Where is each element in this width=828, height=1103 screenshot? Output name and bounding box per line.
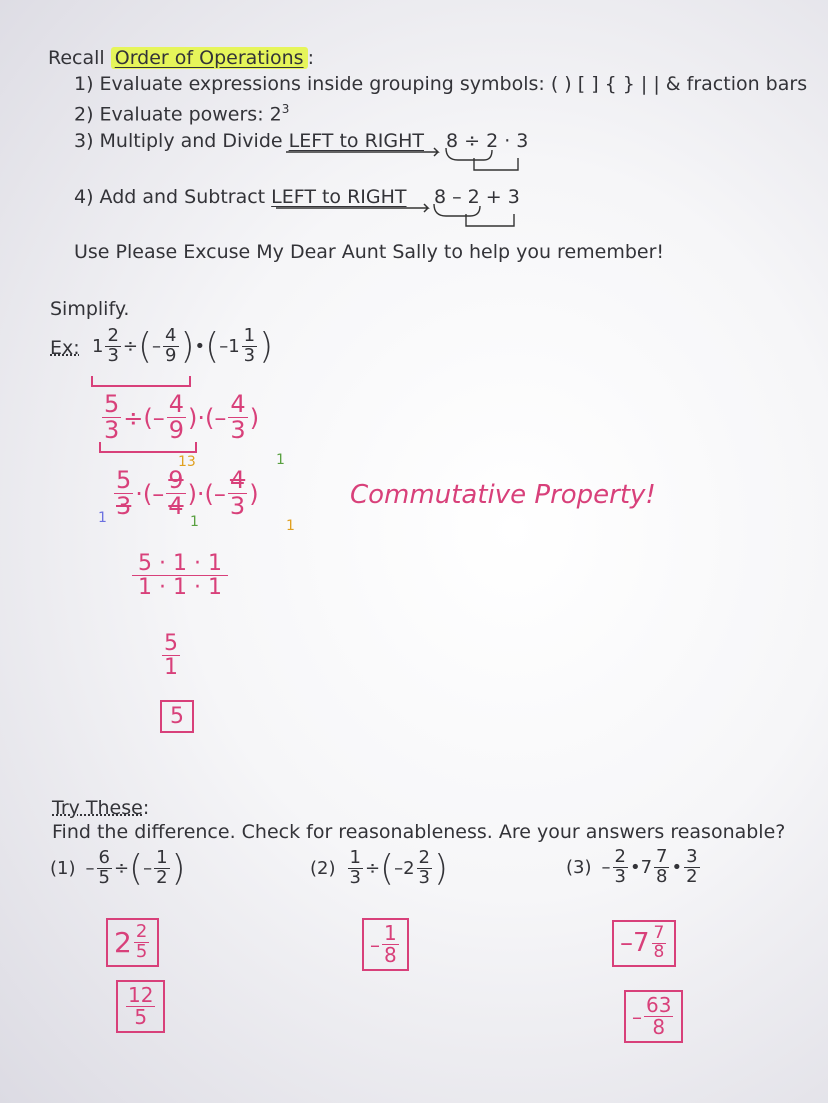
rule-3-bracket-1 — [446, 148, 492, 160]
try-heading-text: Try These — [52, 797, 143, 819]
a3b-frac — [644, 995, 673, 1038]
p3-frac-3-den: 2 — [686, 865, 698, 887]
a1-frac — [134, 923, 149, 962]
rule-3-arrow — [286, 148, 438, 156]
step2-close: ) — [249, 479, 259, 508]
step2-op-2: )·(– — [187, 479, 226, 508]
cancel-mark-bottom-2: 1 — [286, 518, 295, 534]
a1-whole: 2 — [114, 925, 132, 959]
step-2 — [112, 468, 259, 519]
simplify-heading: Simplify. — [50, 298, 130, 320]
p3-frac-1-num: 2 — [614, 846, 626, 867]
answer-1-improper-box — [116, 980, 165, 1033]
a3b-den: 8 — [652, 1015, 666, 1039]
step1-op-2: )·(– — [188, 403, 227, 432]
rule-2-exponent: 3 — [281, 102, 290, 116]
p1-lparen: ( — [129, 848, 144, 889]
try-heading-colon: : — [142, 797, 150, 819]
rule-4-arrow — [276, 204, 428, 212]
ex-neg-mixed: –1 — [219, 336, 240, 357]
answer-3-mixed-box — [612, 920, 676, 967]
rule-4-text: 4) Add and Subtract — [74, 186, 272, 208]
ex-div: ÷ — [122, 336, 138, 357]
a1b-den: 5 — [134, 1005, 148, 1029]
ex-frac-1-den: 3 — [107, 345, 119, 366]
p2-rparen: ) — [434, 848, 449, 889]
step4-frac — [162, 632, 180, 679]
cancel-mark-13 — [178, 454, 196, 470]
cancel-mark-3: 3 — [186, 454, 196, 470]
step1-frac-3-num: 4 — [230, 390, 246, 418]
step2-frac-1-num: 5 — [116, 466, 132, 494]
p3-frac-2-den: 8 — [656, 865, 668, 887]
p2-frac-2-den: 3 — [418, 867, 430, 888]
step1-frac-2 — [167, 392, 186, 443]
p2-div: ÷ — [364, 858, 381, 879]
step2-frac-2 — [166, 468, 185, 519]
rule-3-text: 3) Multiply and Divide — [74, 130, 289, 152]
step3-den: 1 · 1 · 1 — [138, 575, 222, 601]
problem-3-label: (3) — [566, 856, 592, 878]
ex-frac-2 — [163, 327, 178, 366]
a1-den: 5 — [135, 940, 148, 962]
problem-3 — [566, 848, 702, 887]
problem-1 — [50, 848, 186, 889]
ex-lparen-2: ( — [205, 326, 220, 367]
a2-den: 8 — [384, 943, 397, 967]
p3-dot-7: •7 — [629, 856, 653, 878]
step1-close: ) — [249, 403, 260, 432]
a1b-frac — [126, 985, 155, 1028]
step2-frac-2-num: 9 — [168, 466, 184, 494]
p1-neg: – — [85, 858, 95, 879]
order-of-operations-title: Order of Operations — [111, 47, 308, 69]
step1-op-1: ÷(– — [123, 403, 165, 432]
answer-1-mixed-box — [106, 918, 159, 967]
example-expression — [92, 326, 273, 367]
ex-dot: • — [194, 336, 206, 357]
p2-lparen: ( — [380, 848, 395, 889]
a3-frac — [652, 925, 667, 962]
ex-frac-2-den: 9 — [165, 345, 177, 366]
cancel-mark-bottom-1: 1 — [190, 514, 199, 530]
a3-num: 7 — [653, 923, 665, 943]
rule-1: 1) Evaluate expressions inside grouping symbols: ( ) [ ] { } | | & fraction bars — [74, 73, 808, 95]
p3-dot: • — [671, 856, 683, 878]
problem-2-label: (2) — [310, 858, 336, 879]
p1-rparen: ) — [171, 848, 186, 889]
ex-lparen-1: ( — [138, 326, 153, 367]
p1-frac-2-den: 2 — [156, 867, 168, 888]
step-4 — [160, 632, 182, 679]
rule-2-text: 2) Evaluate powers: 2 — [74, 103, 282, 126]
p3-frac-3 — [684, 848, 699, 887]
a2-frac — [382, 923, 399, 966]
step1-frac-3-den: 3 — [230, 416, 246, 445]
p2-frac-1-den: 3 — [349, 867, 361, 888]
try-heading — [52, 797, 149, 819]
step4-den: 1 — [164, 655, 178, 681]
p1-frac-2 — [154, 849, 169, 888]
p1-frac-1 — [97, 849, 112, 888]
p2-frac-2-num: 2 — [418, 847, 430, 869]
step1-frac-1 — [102, 392, 121, 443]
example-bracket-1 — [92, 376, 190, 386]
step2-frac-3 — [228, 468, 247, 519]
ex-frac-1-num: 2 — [107, 325, 119, 347]
p3-frac-1-den: 3 — [614, 865, 626, 887]
step2-frac-1-den: 3 — [116, 492, 132, 521]
step3-num: 5 · 1 · 1 — [132, 552, 228, 576]
a3-den: 8 — [653, 941, 665, 962]
step2-frac-3-den: 3 — [229, 492, 246, 521]
cancel-mark-top-1: 1 — [178, 454, 187, 470]
step2-frac-2-den: 4 — [168, 492, 184, 521]
p2-frac-1-num: 1 — [349, 847, 361, 869]
step2-op-1: ·(– — [135, 479, 165, 508]
a1b-num: 12 — [128, 983, 154, 1007]
ex-frac-2-num: 4 — [165, 325, 177, 347]
p3-frac-2 — [654, 848, 669, 887]
step2-frac-1 — [114, 468, 133, 519]
p1-neg-2: – — [143, 858, 153, 879]
step3-frac — [132, 552, 228, 599]
p3-neg: – — [601, 856, 611, 878]
p2-frac-2 — [417, 849, 432, 888]
p3-frac-3-num: 3 — [686, 846, 698, 867]
p3-frac-2-num: 7 — [656, 846, 668, 867]
try-instructions: Find the difference. Check for reasonableness. Are your answers reasonable? — [52, 821, 786, 843]
example-answer: 5 — [170, 704, 184, 729]
ex-frac-3-den: 3 — [243, 345, 256, 366]
problem-2 — [310, 848, 448, 889]
ex-frac-1 — [105, 327, 120, 366]
rule-4-left-to-right: LEFT to RIGHT — [271, 186, 407, 208]
a3-whole: –7 — [620, 928, 650, 959]
example-label-text: Ex: — [50, 337, 80, 359]
recall-prefix: Recall — [48, 47, 111, 69]
step1-frac-1-num: 5 — [104, 390, 120, 418]
p1-frac-1-den: 5 — [98, 867, 110, 888]
answer-2-box — [362, 918, 409, 971]
step-1 — [100, 392, 259, 443]
ex-neg-1: – — [152, 336, 162, 357]
ex-frac-3-num: 1 — [243, 325, 256, 347]
example-label — [50, 337, 80, 359]
problem-1-label: (1) — [50, 858, 76, 879]
commutative-property-note: Commutative Property! — [350, 480, 656, 510]
p1-frac-1-num: 6 — [98, 847, 110, 869]
example-answer-box — [160, 700, 194, 733]
rule-3-example: 8 ÷ 2 · 3 — [446, 130, 529, 152]
p2-frac-1 — [348, 849, 363, 888]
p3-frac-1 — [613, 848, 628, 887]
ex-frac-3 — [242, 327, 257, 366]
recall-colon: : — [307, 47, 314, 69]
step1-frac-3 — [228, 392, 247, 443]
ex-rparen-1: ) — [180, 326, 195, 367]
p2-neg-mixed: –2 — [394, 858, 415, 879]
a3b-neg: – — [632, 1004, 642, 1029]
ex-rparen-2: ) — [259, 326, 274, 367]
ex-whole-1: 1 — [92, 336, 104, 357]
mnemonic: Use Please Excuse My Dear Aunt Sally to help you remember! — [74, 241, 665, 263]
step2-frac-3-num: 4 — [229, 466, 246, 494]
p1-frac-2-num: 1 — [156, 847, 168, 869]
p1-div: ÷ — [113, 858, 130, 879]
a1-num: 2 — [135, 921, 148, 942]
step1-frac-2-num: 4 — [168, 390, 185, 418]
cancel-mark-top-2: 1 — [276, 452, 285, 468]
step-3 — [130, 552, 230, 599]
a2-neg: – — [370, 932, 380, 957]
a3b-num: 63 — [646, 993, 672, 1017]
a2-num: 1 — [384, 921, 397, 945]
step1-frac-2-den: 9 — [168, 416, 185, 445]
rule-3-left-to-right: LEFT to RIGHT — [288, 130, 424, 152]
rule-4-example: 8 – 2 + 3 — [434, 186, 520, 208]
rule-4-bracket-1 — [434, 204, 480, 216]
cancel-mark-left: 1 — [98, 510, 107, 526]
answer-3-improper-box — [624, 990, 683, 1043]
step1-frac-1-den: 3 — [104, 416, 120, 445]
step4-num: 5 — [164, 631, 178, 656]
